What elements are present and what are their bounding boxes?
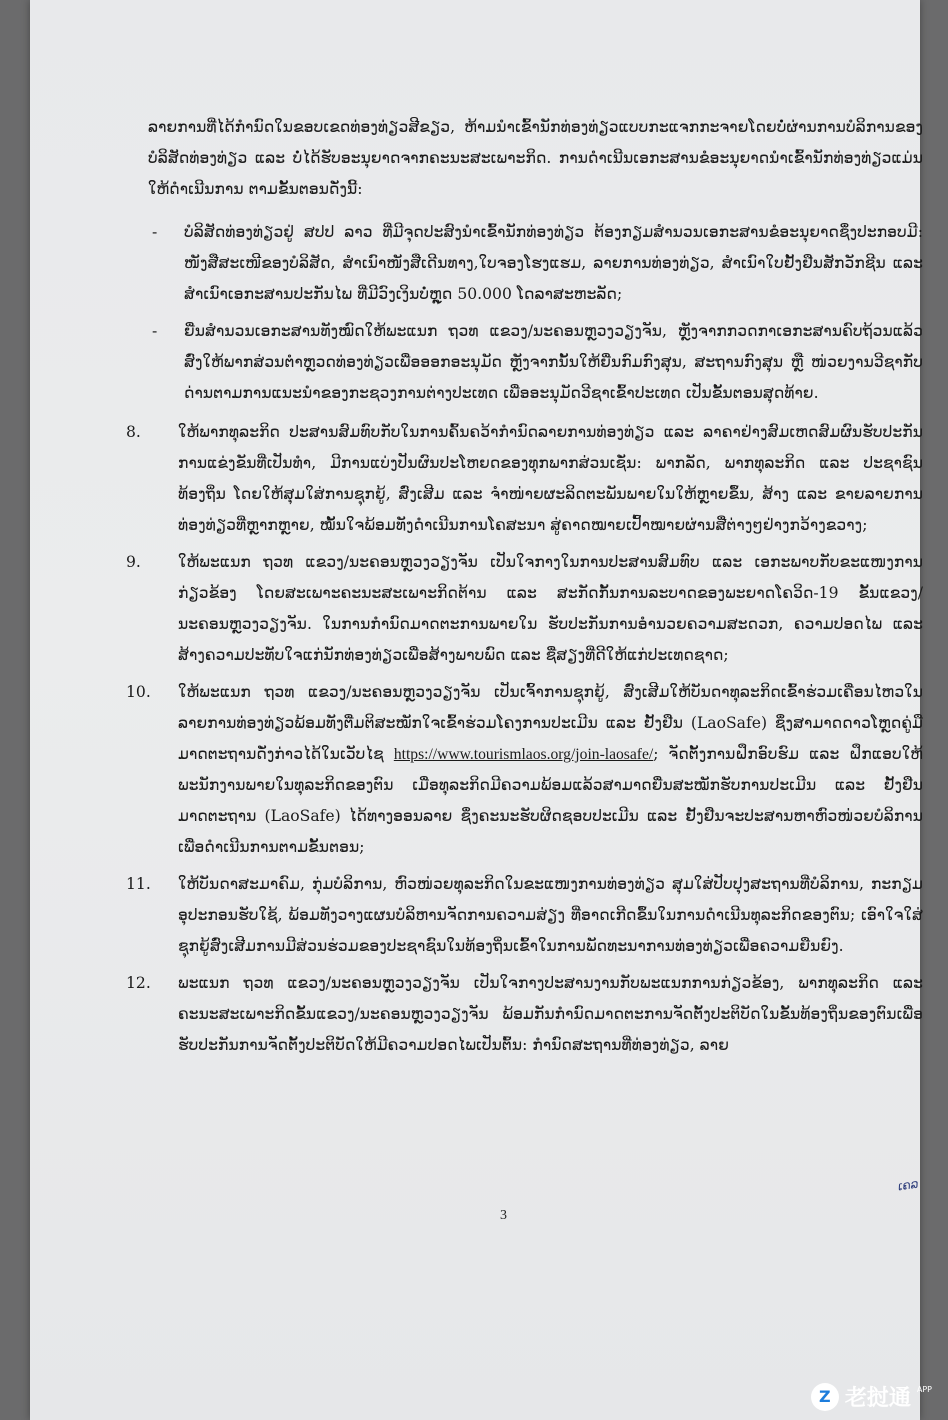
item-number: 10.	[126, 683, 151, 701]
item-text	[178, 677, 923, 863]
bullet-item	[148, 217, 923, 310]
numbered-item-11	[126, 869, 923, 962]
item-text: ໃຫ້ພາກທຸລະກິດ ປະສານສົມທົບກັບໃນການຄົ້ນຄວ້າກໍານົດລາຍການທ່ອງທ່ຽວ ແລະ ລາຄາຢ່າງສົມເຫດສົມຜົນຮັບປະກັນການແຂ່ງຂັນທີ່ເປັນທໍາ, ມີການແບ່ງປັນຜົນປະໂຫຍດຂອງທຸກພາກສ່ວນເຊັ່ນ: ພາກລັດ, ພາກທຸລະກິດ ແລະ ປະຊາຊົນທ້ອງຖິ່ນ ໂດຍໃຫ້ສຸມໃສ່ການຊຸກຍູ້, ສົ່ງເສີມ ແລະ ຈໍາໜ່າຍຜະລິດຕະພັນພາຍໃນໃຫ້ຫຼາຍຂຶ້ນ, ສ້າງ ແລະ ຂາຍລາຍການທ່ອງທ່ຽວທີ່ຫຼາກຫຼາຍ, ໝັ້ນໃຈພ້ອມທັງດໍາເນີນການໂຄສະນາ ສູ່ຄາດໝາຍເປົ້າໝາຍຜ່ານສື່ຕ່າງໆຢ່າງກວ້າງຂວາງ;	[178, 423, 923, 534]
numbered-item-9	[126, 547, 923, 671]
numbered-item-10	[126, 677, 923, 863]
item-number: 9.	[126, 553, 141, 571]
item-text: ພະແນກ ຖວທ ແຂວງ/ນະຄອນຫຼວງວຽງຈັນ ເປັນໃຈກາງປະສານງານກັບພະແນກການກ່ຽວຂ້ອງ, ພາກທຸລະກິດ ແລະ ຄະນະສະເພາະກິດຂັ້ນແຂວງ/ນະຄອນຫຼວງວຽງຈັນ ພ້ອມກັນກໍານົດມາດຕະການຈັດຕັ້ງປະຕິບັດໃນຂັ້ນທ້ອງຖິ່ນຂອງຕົນເພື່ອຮັບປະກັນການຈັດຕັ້ງປະຕິບັດໃຫ້ມີຄວາມປອດໄພເປັນຕົ້ນ: ກໍານົດສະຖານທີ່ທ່ອງທ່ຽວ, ລາຍ	[178, 974, 923, 1054]
bullet-text: ຍື່ນສໍານວນເອກະສານທັງໝົດໃຫ້ພະແນກ ຖວທ ແຂວງ/ນະຄອນຫຼວງວຽງຈັນ, ຫຼັງຈາກກວດກາເອກະສານຄົບຖ້ວນແລ້ວສົ່ງໃຫ້ພາກສ່ວນຕໍາຫຼວດທ່ອງທ່ຽວເພື່ອອອກອະນຸມັດ ຫຼັງຈາກນັ້ນໃຫ້ຍື່ນກົມກົງສຸນ, ສະຖານກົງສຸນ ຫຼື ໜ່ວຍງານວີຊາກັບດ່ານຕາມການແນະນໍາຂອງກະຊວງການຕ່າງປະເທດ ເພື່ອອະນຸມັດວີຊາເຂົ້າປະເທດ ເປັນຂັ້ນຕອນສຸດທ້າຍ.	[184, 322, 923, 402]
item-number: 11.	[126, 875, 151, 893]
bullet-marker: -	[152, 322, 158, 340]
numbered-item-12	[126, 968, 923, 1061]
watermark-app-label: APP	[916, 1385, 932, 1394]
item-number: 8.	[126, 423, 141, 441]
handwritten-initials: ເຄລ	[897, 1176, 920, 1194]
bullet-text: ບໍລິສັດທ່ອງທ່ຽວຢູ່ ສປປ ລາວ ທີ່ມີຈຸດປະສົງນໍາເຂົ້ານັກທ່ອງທ່ຽວ ຕ້ອງກຽມສໍານວນເອກະສານຂໍອະນຸຍາດຊຶ່ງປະກອບມີ: ໜັງສືສະເໜີຂອງບໍລິສັດ, ສໍາເນົາໜັງສືເດີນທາງ,ໃບຈອງໂຮງແຮມ, ລາຍການທ່ອງທ່ຽວ, ສໍາເນົາໃບຢັ້ງຢືນສັກວັກຊີນ ແລະ ສໍາເນົາເອກະສານປະກັນໄພ ທີ່ມີວົງເງິນບໍ່ຫຼຸດ 50.000 ໂດລາສະຫະລັດ;	[184, 223, 923, 303]
document-page	[30, 0, 923, 1420]
bullet-marker: -	[152, 223, 158, 241]
document-body	[126, 112, 923, 1067]
laosafe-link[interactable]: https://www.tourismlaos.org/join-laosafe/	[393, 746, 654, 763]
item-text-before-link: ໃຫ້ພະແນກ ຖວທ ແຂວງ/ນະຄອນຫຼວງວຽງຈັນ ເປັນເຈົ້າການຊຸກຍູ້, ສົ່ງເສີມໃຫ້ບັນດາທຸລະກິດເຂົ້າຮ່ວມເຄື່ອນໄຫວໃນລາຍການທ່ອງທ່ຽວພ້ອມທັງຕື່ມຕິສະໝັກໃຈເຂົ້າຮ່ວມໂຄງການປະເມີນ ແລະ ຢັ້ງຢືນ (LaoSafe) ຊຶ່ງສາມາດດາວໂຫຼດຄູ່ມືມາດຕະຖານດັ່ງກ່າວໄດ້ໃນເວັບໄຊ	[178, 683, 923, 763]
intro-paragraph: ລາຍການທີ່ໄດ້ກໍານົດໃນຂອບເຂດທ່ອງທ່ຽວສີຂຽວ, ຫ້າມນໍາເຂົ້ານັກທ່ອງທ່ຽວແບບກະແຈກກະຈາຍໂດຍບໍ່ຜ່ານການບໍລິການຂອງບໍລິສັດທ່ອງທ່ຽວ ແລະ ບໍ່ໄດ້ຮັບອະນຸຍາດຈາກຄະນະສະເພາະກິດ. ການດໍາເນີນເອກະສານຂໍອະນຸຍາດນໍາເຂົ້ານັກທ່ອງທ່ຽວແມ່ນໃຫ້ດໍາເນີນການ ຕາມຂັ້ນຕອນດັ່ງນີ້:	[148, 118, 923, 198]
watermark-logo-icon: Z	[811, 1383, 839, 1411]
numbered-item-8	[126, 417, 923, 541]
item-number: 12.	[126, 974, 151, 992]
watermark-text: 老挝通	[844, 1386, 911, 1411]
item-text: ໃຫ້ພະແນກ ຖວທ ແຂວງ/ນະຄອນຫຼວງວຽງຈັນ ເປັນໃຈກາງໃນການປະສານສົມທົບ ແລະ ເອກະພາບກັບຂະແໜງການກ່ຽວຂ້ອງ ໂດຍສະເພາະຄະນະສະເພາະກິດຕ້ານ ແລະ ສະກັດກັ້ນການລະບາດຂອງພະຍາດໂຄວິດ-19 ຂັ້ນແຂວງ/ນະຄອນຫຼວງວຽງຈັນ. ໃນການກໍານົດມາດຕະການພາຍໃນ ຮັບປະກັນການອໍານວຍຄວາມສະດວກ, ຄວາມປອດໄພ ແລະ ສ້າງຄວາມປະທັບໃຈແກ່ນັກທ່ອງທ່ຽວເພື່ອສ້າງພາບພົດ ແລະ ຊື່ສຽງທີ່ດີໃຫ້ແກ່ປະເທດຊາດ;	[178, 553, 923, 664]
item-text: ໃຫ້ບັນດາສະມາຄົມ, ກຸ່ມບໍລິການ, ຫົວໜ່ວຍທຸລະກິດໃນຂະແໜງການທ່ອງທ່ຽວ ສຸມໃສ່ປັບປຸງສະຖານທີ່ບໍລິການ, ກະກຽມອຸປະກອນຮັບໃຊ້, ພ້ອມທັງວາງແຜນບໍລິຫານຈັດການຄວາມສ່ຽງ ທີ່ອາດເກີດຂຶ້ນໃນການດໍາເນີນທຸລະກິດຂອງຕົນ; ເອົາໃຈໃສ່ຊຸກຍູ້ສົ່ງເສີມການມີສ່ວນຮ່ວມຂອງປະຊາຊົນໃນທ້ອງຖິ່ນເຂົ້າໃນການພັດທະນາການທ່ອງທ່ຽວເພື່ອຄວາມຍືນຍົງ.	[178, 875, 923, 955]
watermark	[811, 1381, 932, 1412]
bullet-item	[148, 316, 923, 409]
page-number: 3	[500, 1208, 507, 1223]
item-text-after-link: ; ຈັດຕັ້ງການຝຶກອົບຮົມ ແລະ ຝຶກແອບໃຫ້ພະນັກງານພາຍໃນທຸລະກິດຂອງຕົນ ເມື່ອທຸລະກິດມີຄວາມພ້ອມແລ້ວສາມາດຍື່ນສະໝັກຮັບການປະເມີນ ແລະ ຢັ້ງຢືນມາດຕະຖານ (LaoSafe) ໄດ້ທາງອອນລາຍ ຊຶ່ງຄະນະຮັບຜິດຊອບປະເມີນ ແລະ ຢັ້ງຢືນຈະປະສານຫາຫົວໜ່ວຍບໍລິການເພື່ອດໍາເນີນການຕາມຂັ້ນຕອນ;	[178, 745, 923, 856]
